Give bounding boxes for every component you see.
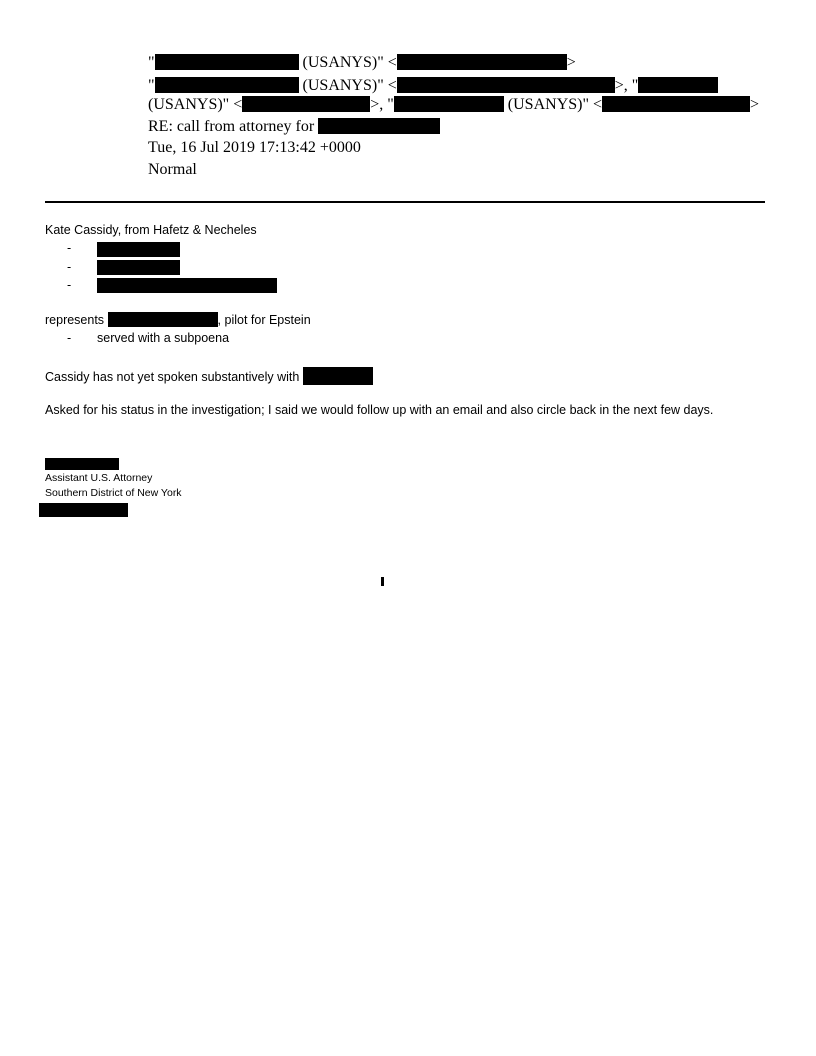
to-value-line2 (148, 95, 759, 115)
redaction-box (394, 96, 504, 112)
angle-close: > (750, 96, 760, 113)
status-line (45, 367, 373, 385)
subject-text: RE: call from attorney for (148, 118, 315, 135)
angle-open: < (233, 96, 243, 113)
redaction-box (155, 77, 299, 93)
org-label: (USANYS)" (507, 96, 589, 113)
redaction-box (108, 312, 218, 327)
recipient-separator: >, " (370, 96, 394, 113)
redaction-box (97, 260, 180, 275)
subpoena-item: served with a subpoena (97, 331, 230, 345)
redaction-box (602, 96, 750, 112)
represents-text: represents (45, 313, 105, 327)
redaction-box (97, 278, 277, 293)
header-divider (45, 201, 765, 203)
org-label: (USANYS)" (148, 96, 230, 113)
list-dash: - (67, 278, 72, 292)
to-value-line1 (148, 76, 718, 96)
subject-value (148, 117, 440, 137)
angle-close: > (566, 54, 576, 71)
org-label: (USANYS)" (302, 77, 384, 94)
redaction-box (39, 503, 128, 517)
recipient-separator: >, " (614, 77, 639, 94)
angle-open: < (593, 96, 603, 113)
followup-line: Asked for his status in the investigation; I said we would follow up with an email and also circle back in the next few days. (45, 403, 714, 417)
status-text: Cassidy has not yet spoken substantively with (45, 370, 300, 384)
date-value: Tue, 16 Jul 2019 17:13:42 +0000 (148, 139, 361, 156)
from-value (148, 53, 576, 73)
redaction-box (397, 77, 615, 93)
redaction-box (303, 367, 373, 385)
redaction-box (638, 77, 718, 93)
importance-value: Normal (148, 161, 197, 178)
attorney-line: Kate Cassidy, from Hafetz & Necheles (45, 223, 257, 237)
redaction-box (155, 54, 299, 70)
list-dash: - (67, 331, 72, 345)
pilot-text: , pilot for Epstein (217, 313, 311, 327)
org-label: (USANYS)" (302, 54, 384, 71)
redaction-box (318, 118, 440, 134)
quote-mark: " (148, 77, 155, 94)
angle-open: < (387, 77, 397, 94)
redaction-box (97, 242, 180, 257)
stray-mark (381, 577, 384, 586)
signature-title: Assistant U.S. Attorney (45, 472, 153, 484)
list-dash: - (67, 260, 72, 274)
represents-line (45, 312, 311, 328)
redaction-box (397, 54, 567, 70)
redaction-box (242, 96, 370, 112)
quote-mark: " (148, 54, 155, 71)
redaction-box (45, 458, 119, 470)
angle-open: < (387, 54, 397, 71)
signature-office: Southern District of New York (45, 487, 182, 499)
list-dash: - (67, 241, 72, 255)
